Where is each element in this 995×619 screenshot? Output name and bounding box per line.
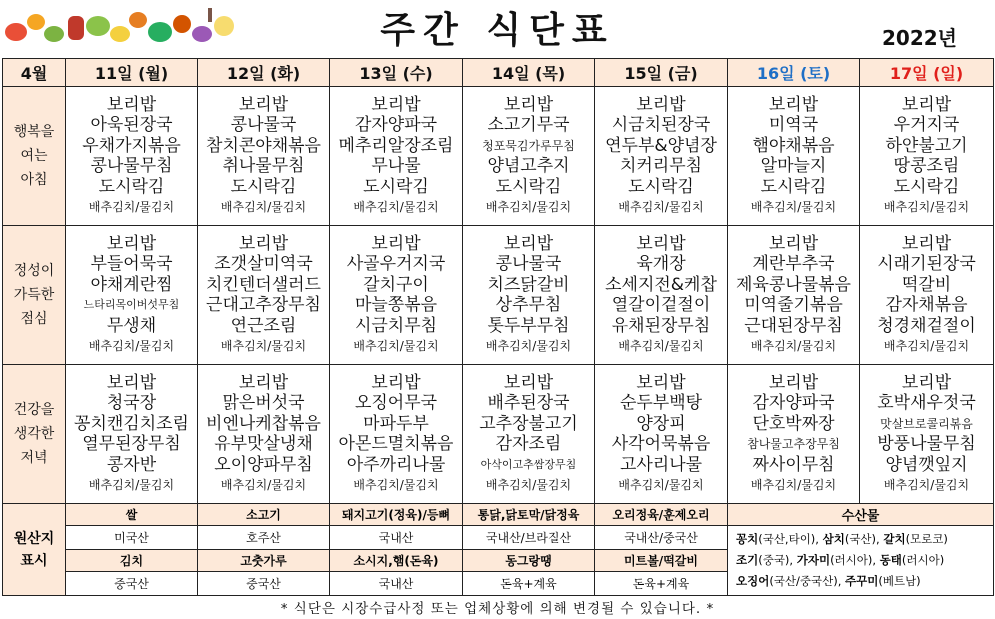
- origin-item-name: 오리정육/훈제오리: [595, 504, 728, 526]
- menu-item: 배추김치/물김치: [883, 200, 970, 214]
- menu-item: 톳두부무침: [487, 315, 570, 336]
- origin-label: [3, 504, 66, 596]
- menu-item: 콩나물무침: [90, 156, 173, 176]
- seafood-name: 갈치: [883, 532, 906, 546]
- menu-item: 무나물: [371, 156, 421, 176]
- menu-item: 보리밥: [636, 233, 686, 254]
- menu-item: 무생채: [106, 315, 157, 336]
- menu-item: 소세지전&케찹: [605, 274, 717, 295]
- menu-item: 보리밥: [238, 94, 289, 115]
- menu-item: 야채계란찜: [90, 274, 173, 295]
- menu-item: 보리밥: [371, 372, 421, 393]
- menu-item: 보리밥: [238, 233, 289, 254]
- menu-item: 유부맛살냉채: [214, 434, 313, 454]
- origin-item-name: 미트볼/떡갈비: [595, 550, 728, 572]
- menu-item: 보리밥: [106, 94, 157, 115]
- meal-label-line: 점심: [20, 311, 48, 327]
- menu-item: 배추김치/물김치: [618, 478, 704, 492]
- menu-item: 아삭이고추쌈장무침: [480, 457, 577, 471]
- menu-cell: [595, 365, 728, 504]
- day-header: 12일 (화): [198, 59, 330, 87]
- menu-item: 우채가지볶음: [82, 135, 181, 156]
- menu-item: 갈치구이: [363, 274, 429, 295]
- origin-item-value: 중국산: [66, 572, 198, 596]
- seafood-origin: (국산,타이),: [758, 532, 823, 546]
- menu-cell: [66, 365, 198, 504]
- menu-cell: [330, 87, 463, 226]
- origin-item-value: 미국산: [66, 526, 198, 550]
- menu-item: 참치콘야채볶음: [206, 135, 321, 156]
- origin-item-value: 국내산: [330, 572, 463, 596]
- menu-cell: [198, 365, 330, 504]
- seafood-origin: (베트남): [878, 574, 921, 588]
- menu-item: 도시락김: [628, 176, 694, 197]
- meal-label-line: 행복을: [13, 124, 55, 140]
- menu-item: 보리밥: [371, 233, 421, 254]
- menu-item: 배추김치/물김치: [353, 478, 439, 492]
- menu-cell: [330, 226, 463, 365]
- menu-item: 땅콩조림: [893, 156, 960, 176]
- menu-item: 참나물고추장무침: [747, 437, 840, 451]
- menu-item: 도시락김: [98, 176, 165, 197]
- origin-label-line: 원산지: [13, 530, 55, 547]
- seafood-name: 주꾸미: [845, 574, 879, 588]
- menu-item: 보리밥: [238, 372, 289, 393]
- seafood-origin: (중국),: [758, 553, 797, 567]
- menu-item: 미역국: [768, 115, 819, 135]
- menu-item: 근대고추장무침: [206, 295, 321, 315]
- menu-item: 보리밥: [503, 94, 554, 115]
- menu-cell: [330, 365, 463, 504]
- menu-item: 배추김치/물김치: [750, 339, 837, 353]
- day-header: 16일 (토): [728, 59, 860, 87]
- menu-item: 배추김치/물김치: [485, 200, 572, 214]
- origin-item-name: 동그랑땡: [463, 550, 595, 572]
- menu-item: 상추무침: [495, 295, 562, 315]
- menu-item: 호박새우젓국: [877, 393, 976, 413]
- menu-item: 배추김치/물김치: [353, 339, 439, 353]
- notice-text: * 식단은 시장수급사정 또는 업체상황에 의해 변경될 수 있습니다. *: [280, 601, 715, 617]
- menu-item: 비엔나케찹볶음: [206, 413, 321, 434]
- menu-item: 아욱된장국: [90, 115, 173, 135]
- menu-item: 보리밥: [901, 233, 952, 254]
- origin-item-value: 국내산: [330, 526, 463, 550]
- dinner-row: [3, 365, 994, 504]
- menu-item: 배추김치/물김치: [88, 339, 175, 353]
- menu-table: [2, 58, 994, 596]
- page-title: 주간 식단표: [380, 10, 615, 51]
- menu-item: 양념깻잎지: [885, 454, 968, 475]
- origin-item-name: 쌀: [66, 504, 198, 526]
- menu-cell: [860, 365, 994, 504]
- menu-item: 알마늘지: [760, 156, 827, 176]
- menu-item: 단호박짜장: [752, 413, 835, 434]
- seafood-name: 가자미: [796, 553, 831, 567]
- menu-item: 오징어무국: [354, 393, 438, 413]
- menu-item: 보리밥: [768, 233, 819, 254]
- menu-cell: [728, 87, 860, 226]
- menu-item: 연두부&양념장: [605, 135, 717, 156]
- seafood-list: [728, 526, 994, 596]
- menu-item: 보리밥: [768, 94, 819, 115]
- origin-label-line: 표시: [20, 552, 48, 569]
- menu-item: 배추김치/물김치: [88, 200, 175, 214]
- menu-item: 보리밥: [106, 233, 157, 254]
- meal-label-line: 생각한: [13, 426, 55, 442]
- origin-item-value: 국내산/중국산: [595, 526, 728, 550]
- menu-item: 보리밥: [768, 372, 819, 393]
- origin-item-name: 소시지,햄(돈육): [330, 550, 463, 572]
- menu-item: 짜사이무침: [752, 454, 835, 475]
- menu-item: 보리밥: [901, 372, 952, 393]
- menu-item: 보리밥: [901, 94, 952, 115]
- meal-label-line: 아침: [20, 172, 48, 188]
- meal-label-line: 저녁: [20, 450, 48, 466]
- seafood-origin: (국산),: [844, 532, 884, 546]
- menu-cell: [860, 87, 994, 226]
- menu-item: 치커리무침: [619, 156, 703, 176]
- meal-label-line: 가득한: [13, 287, 55, 303]
- day-header: 17일 (일): [860, 59, 994, 87]
- menu-item: 사골우거지국: [346, 254, 446, 274]
- menu-item: 보리밥: [503, 233, 554, 254]
- day-header: 15일 (금): [595, 59, 728, 87]
- menu-item: 치즈닭갈비: [487, 274, 570, 295]
- menu-item: 배추김치/물김치: [220, 200, 307, 214]
- menu-item: 하얀불고기: [885, 135, 968, 156]
- menu-item: 느타리목이버섯무침: [83, 298, 180, 311]
- menu-item: 배추김치/물김치: [883, 339, 970, 353]
- menu-item: 조갯살미역국: [214, 254, 313, 274]
- origin-item-value: 돈육+계육: [595, 572, 728, 596]
- menu-item: 연근조림: [230, 315, 297, 336]
- origin-item-name: 통닭,닭토막/닭정육: [463, 504, 595, 526]
- meal-label: [3, 226, 66, 365]
- year-label: 2022년: [882, 26, 957, 50]
- seafood-name: 삼치: [822, 532, 845, 546]
- day-header: 13일 (수): [330, 59, 463, 87]
- origin-item-name: 김치: [66, 550, 198, 572]
- menu-item: 도시락김: [363, 176, 429, 197]
- menu-cell: [463, 87, 595, 226]
- menu-cell: [198, 226, 330, 365]
- menu-item: 배추김치/물김치: [750, 200, 837, 214]
- menu-item: 햄야채볶음: [752, 135, 835, 156]
- menu-item: 맑은버섯국: [222, 393, 305, 413]
- menu-item: 메추리알장조림: [338, 135, 454, 156]
- origin-item-name: 돼지고기(정육)/등뼈: [330, 504, 463, 526]
- menu-item: 취나물무침: [222, 156, 305, 176]
- menu-item: 마파두부: [363, 413, 429, 434]
- meal-label-line: 정성이: [13, 263, 55, 279]
- menu-item: 제육콩나물볶음: [736, 274, 851, 295]
- menu-cell: [198, 87, 330, 226]
- menu-item: 감자채볶음: [885, 295, 968, 315]
- menu-item: 떡갈비: [901, 274, 952, 295]
- menu-item: 방풍나물무침: [877, 434, 976, 454]
- menu-item: 청포묵김가루무침: [482, 138, 575, 153]
- menu-item: 시래기된장국: [877, 254, 976, 274]
- seafood-line: [736, 571, 993, 592]
- menu-item: 사각어묵볶음: [611, 434, 711, 454]
- menu-item: 아주까리나물: [346, 454, 446, 475]
- menu-item: 배추김치/물김치: [220, 339, 307, 353]
- menu-item: 양장피: [636, 413, 686, 434]
- menu-item: 배추김치/물김치: [485, 478, 572, 492]
- origin-row-1-values: [3, 526, 994, 550]
- menu-item: 청국장: [106, 393, 157, 413]
- origin-item-value: 호주산: [198, 526, 330, 550]
- menu-item: 양념고추지: [487, 156, 570, 176]
- menu-item: 도시락김: [230, 176, 297, 197]
- day-header: 11일 (월): [66, 59, 198, 87]
- day-header: 14일 (목): [463, 59, 595, 87]
- menu-item: 고사리나물: [619, 454, 703, 475]
- menu-item: 콩자반: [106, 454, 157, 475]
- seafood-name: 꽁치: [736, 532, 759, 546]
- menu-cell: [728, 365, 860, 504]
- menu-cell: [66, 226, 198, 365]
- meal-label: [3, 87, 66, 226]
- menu-item: 순두부백탕: [619, 393, 703, 413]
- origin-item-value: 돈육+계육: [463, 572, 595, 596]
- menu-cell: [463, 365, 595, 504]
- menu-item: 치킨텐더샐러드: [206, 274, 321, 295]
- menu-item: 배추김치/물김치: [618, 200, 704, 214]
- menu-item: 아몬드멸치볶음: [338, 434, 454, 454]
- origin-row-1-names: [3, 504, 994, 526]
- seafood-line: [736, 529, 993, 550]
- menu-cell: [66, 87, 198, 226]
- menu-item: 시금치무침: [354, 315, 438, 336]
- meal-label: [3, 365, 66, 504]
- menu-item: 도시락김: [893, 176, 960, 197]
- seafood-title: 수산물: [728, 504, 994, 526]
- menu-item: 감자양파국: [752, 393, 835, 413]
- menu-item: 보리밥: [106, 372, 157, 393]
- seafood-name: 조기: [736, 553, 759, 567]
- menu-item: 배추김치/물김치: [88, 478, 175, 492]
- month-header: 4월: [3, 59, 66, 87]
- seafood-origin: (러시아),: [830, 553, 880, 567]
- menu-item: 마늘쫑볶음: [354, 295, 438, 315]
- menu-item: 배추김치/물김치: [353, 200, 439, 214]
- menu-item: 도시락김: [760, 176, 827, 197]
- menu-item: 미역줄기볶음: [744, 295, 843, 315]
- origin-item-value: 중국산: [198, 572, 330, 596]
- seafood-name: 동태: [879, 553, 902, 567]
- menu-item: 배추김치/물김치: [485, 339, 572, 353]
- origin-item-name: 소고기: [198, 504, 330, 526]
- origin-item-name: 고춧가루: [198, 550, 330, 572]
- menu-item: 오이양파무침: [214, 454, 313, 475]
- menu-item: 유채된장무침: [611, 315, 711, 336]
- menu-item: 보리밥: [636, 372, 686, 393]
- seafood-origin: (모로코): [905, 532, 948, 546]
- menu-item: 계란부추국: [752, 254, 835, 274]
- menu-item: 고추장불고기: [479, 413, 578, 434]
- day-header-row: [3, 59, 994, 87]
- menu-item: 배추김치/물김치: [883, 478, 970, 492]
- menu-item: 부들어묵국: [90, 254, 173, 274]
- menu-item: 보리밥: [371, 94, 421, 115]
- menu-cell: [595, 226, 728, 365]
- menu-item: 소고기무국: [487, 115, 570, 135]
- menu-item: 시금치된장국: [611, 115, 711, 135]
- menu-item: 꽁치캔김치조림: [74, 413, 189, 434]
- menu-cell: [595, 87, 728, 226]
- menu-cell: [463, 226, 595, 365]
- menu-item: 콩나물국: [495, 254, 562, 274]
- menu-item: 근대된장무침: [744, 315, 843, 336]
- menu-item: 열무된장무침: [82, 434, 181, 454]
- menu-item: 배추된장국: [487, 393, 570, 413]
- menu-item: 배추김치/물김치: [750, 478, 837, 492]
- menu-item: 콩나물국: [230, 115, 297, 135]
- meal-label-line: 건강을: [13, 402, 55, 418]
- menu-item: 맛살브로콜리볶음: [880, 416, 973, 431]
- seafood-line: [736, 550, 993, 571]
- menu-item: 도시락김: [495, 176, 562, 197]
- menu-cell: [860, 226, 994, 365]
- menu-cell: [728, 226, 860, 365]
- breakfast-row: [3, 87, 994, 226]
- menu-item: 열갈이겉절이: [611, 295, 711, 315]
- menu-item: 감자양파국: [354, 115, 438, 135]
- menu-item: 육개장: [636, 254, 686, 274]
- lunch-row: [3, 226, 994, 365]
- origin-item-value: 국내산/브라질산: [463, 526, 595, 550]
- menu-item: 배추김치/물김치: [220, 478, 307, 492]
- meal-label-line: 여는: [20, 148, 48, 164]
- menu-item: 보리밥: [503, 372, 554, 393]
- menu-item: 청경채겉절이: [877, 315, 976, 336]
- menu-item: 우거지국: [893, 115, 960, 135]
- menu-item: 배추김치/물김치: [618, 339, 704, 353]
- menu-item: 감자조림: [495, 434, 562, 454]
- page-header: [0, 0, 995, 58]
- seafood-origin: (러시아): [901, 553, 945, 567]
- menu-item: 보리밥: [636, 94, 686, 115]
- seafood-origin: (국산/중국산),: [769, 574, 846, 588]
- seafood-name: 오징어: [736, 574, 770, 588]
